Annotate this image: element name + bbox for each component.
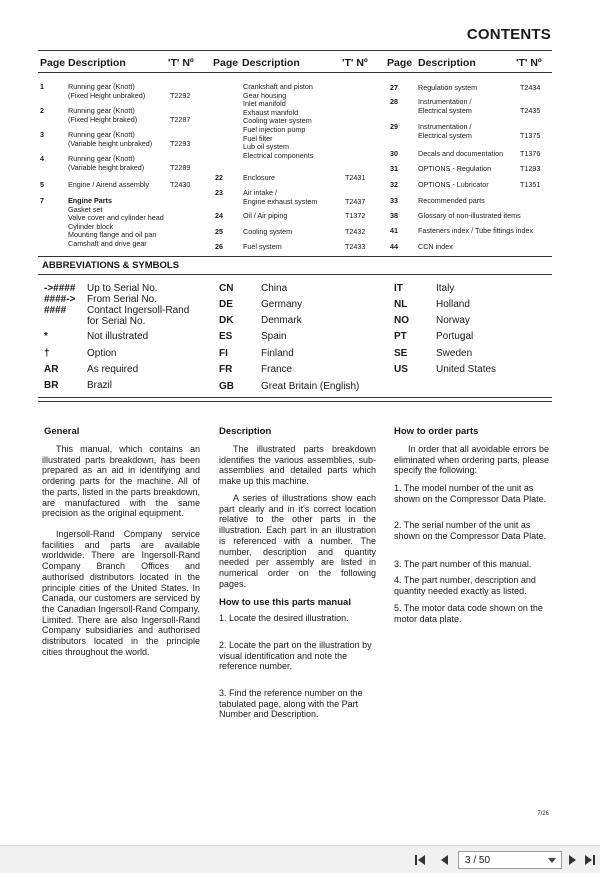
abbreviation-value: Norway [436, 315, 470, 326]
contents-t-number: T1351 [520, 180, 541, 189]
first-page-icon [414, 854, 426, 866]
contents-description-line: Cooling water system [243, 116, 312, 126]
contents-description-line: OPTIONS - Lubricator [418, 180, 489, 189]
description-paragraph-2: A series of illustrations show each part clearly and in it's correct location relative to the other parts in the illustration. Each part in an illustration is referenced with a number. The number, description and quantity needed per assembly are listed in numerical order on the following pages. [219, 493, 376, 589]
page-number: 7/26 [537, 811, 549, 817]
abbreviation-row [394, 348, 566, 360]
contents-entry [215, 212, 377, 221]
contents-t-number: T2293 [170, 138, 191, 148]
contents-entry [390, 243, 552, 252]
abbreviation-row [44, 348, 217, 360]
how-to-order-step-3: 3. The part number of this manual. [394, 559, 532, 569]
abbreviation-value: Italy [436, 283, 455, 294]
contents-description-line: Recommended parts [418, 196, 485, 205]
contents-entry [40, 197, 202, 249]
contents-description-line: Air intake / [243, 188, 277, 197]
contents-description-line: Crankshaft and piston [243, 82, 313, 91]
contents-entry [40, 107, 202, 124]
previous-page-icon [439, 854, 449, 866]
how-to-use-step-1: 1. Locate the desired illustration. [219, 613, 349, 623]
contents-description-line: Engine / Airend assembly [68, 180, 150, 189]
contents-description-line: Fuel system [243, 242, 282, 251]
contents-description-line: (Fixed Height unbraked) [68, 90, 146, 100]
contents-description-line: Exhaust manifold [243, 107, 299, 117]
abbreviations-bottom-rule-2 [38, 401, 552, 402]
how-to-order-step-5: 5. The motor data code shown on the motor data plate. [394, 603, 543, 624]
contents-t-number: T2433 [345, 242, 366, 251]
header-page-3: Page [387, 57, 413, 69]
header-description-3: Description [418, 57, 476, 69]
contents-page-number: 31 [390, 164, 398, 173]
contents-description-line: Regulation system [418, 83, 478, 92]
contents-description-line: (Variable height braked) [68, 162, 145, 172]
abbreviation-key: ->#### [44, 283, 76, 294]
top-rule [38, 50, 552, 51]
contents-t-number: T2292 [170, 90, 191, 100]
abbreviation-value: for Serial No. [87, 316, 146, 327]
contents-description-line: Decals and documentation [418, 149, 504, 158]
description-title: Description [219, 426, 272, 437]
contents-title: CONTENTS [466, 26, 551, 43]
contents-page-number: 5 [40, 180, 44, 189]
general-title: General [44, 426, 80, 437]
contents-t-number: T2435 [520, 105, 541, 115]
chevron-down-icon [548, 858, 556, 864]
how-to-order-intro: In order that all avoidable errors be eliminated when ordering parts, please specify the following: [394, 444, 549, 476]
abbreviation-value: Up to Serial No. [87, 283, 158, 294]
contents-page-number: 7 [40, 196, 44, 205]
abbreviation-row [219, 315, 391, 327]
viewer-toolbar [0, 845, 600, 873]
contents-page-number: 27 [390, 83, 398, 92]
abbreviation-key: IT [394, 283, 403, 294]
contents-entry [40, 181, 202, 190]
header-tno-2: 'T' Nº [342, 57, 368, 69]
contents-description-line: Running gear (Knott) [68, 154, 135, 163]
contents-page-number: 26 [215, 242, 223, 251]
contents-page-number: 32 [390, 180, 398, 189]
contents-page-number: 30 [390, 149, 398, 158]
header-tno-3: 'T' Nº [516, 57, 542, 69]
abbreviation-value: As required [87, 364, 139, 375]
last-page-button[interactable] [583, 852, 597, 868]
abbreviation-row [394, 331, 566, 343]
contents-entry [40, 131, 202, 148]
abbreviation-row [219, 283, 391, 295]
abbreviations-title: ABBREVIATIONS & SYMBOLS [42, 260, 180, 271]
contents-entry [215, 174, 377, 183]
abbreviation-key: US [394, 364, 408, 375]
abbreviation-key: DE [219, 299, 233, 310]
contents-entry [390, 197, 552, 206]
abbreviation-value: Not illustrated [87, 331, 149, 342]
header-page-2: Page [213, 57, 239, 69]
how-to-use-step-2: 2. Locate the part on the illustration by visual identification and note the reference number. [219, 640, 372, 672]
abbreviation-value: Sweden [436, 348, 473, 359]
contents-description-line: Fasteners index / Tube fittings index [418, 226, 534, 235]
contents-entry [40, 155, 202, 172]
page-selector[interactable] [458, 851, 562, 869]
contents-t-number: T1375 [520, 130, 541, 140]
contents-description-line: Inlet manifold [243, 99, 286, 109]
abbreviation-value: From Serial No. [87, 294, 158, 305]
description-paragraph-1: The illustrated parts breakdown identifies the various assemblies, sub-assemblies and detailed parts which make up this machine. [219, 444, 376, 487]
contents-description-line: Running gear (Knott) [68, 130, 135, 139]
general-paragraph-2: Ingersoll-Rand Company service facilities and parts are available worldwide. There are Ingersoll-Rand Company Branch Offices and authorised distributors located in the principle cities of the United States. In Canada, our customers are serviced by the Canadian Ingersoll-Rand Company, Limited. There are also Ingersoll-Rand Company subsidiaries and authorised distributors located in the principle cities throughout the world. [42, 529, 200, 657]
contents-page-number: 33 [390, 196, 398, 205]
contents-entry [390, 227, 552, 236]
abbreviation-row [219, 299, 391, 311]
contents-description-line: Instrumentation / [418, 97, 472, 106]
contents-page-number: 1 [40, 82, 44, 91]
contents-description-line: Gasket set [68, 204, 103, 214]
abbreviation-key: BR [44, 380, 59, 391]
abbreviation-value: Finland [261, 348, 294, 359]
contents-t-number: T1376 [520, 149, 541, 158]
general-paragraph-1: This manual, which contains an illustrated parts breakdown, has been prepared as an aid in identifying and ordering parts for the machine. All of the parts, listed in the parts breakdown, are manufactured with the same precision as the original equipment. [42, 444, 200, 519]
header-rule [38, 72, 552, 73]
contents-description-line: Glossary of non-illustrated items [418, 211, 521, 220]
contents-t-number: T2431 [345, 173, 366, 182]
contents-description-line: Enclosure [243, 173, 275, 182]
abbreviation-row [394, 299, 566, 311]
contents-page-number: 22 [215, 173, 223, 182]
abbreviation-value: Spain [261, 331, 287, 342]
contents-description-line: CCN index [418, 242, 453, 251]
contents-entry [390, 181, 552, 190]
contents-description-line: Instrumentation / [418, 122, 472, 131]
abbreviation-key: CN [219, 283, 234, 294]
contents-page-number: 41 [390, 226, 398, 235]
abbreviation-value: Contact Ingersoll-Rand [87, 305, 190, 316]
contents-t-number: T1293 [520, 164, 541, 173]
contents-t-number: T1372 [345, 211, 366, 220]
abbreviation-value: Option [87, 348, 117, 359]
abbreviation-row [219, 348, 391, 360]
contents-description-line: Cooling system [243, 227, 293, 236]
abbreviation-value: Germany [261, 299, 303, 310]
contents-description-line: Lub oil system [243, 142, 289, 152]
abbreviation-value: Brazil [87, 380, 113, 391]
contents-page-number: 24 [215, 211, 223, 220]
abbreviation-key: FI [219, 348, 228, 359]
abbreviation-key: † [44, 348, 50, 359]
abbreviation-value: Holland [436, 299, 470, 310]
next-page-icon [568, 854, 578, 866]
abbreviations-bottom-rule [38, 397, 552, 398]
abbreviation-value: Denmark [261, 315, 302, 326]
contents-description-line: Fuel injection pump [243, 124, 306, 134]
contents-entry [390, 150, 552, 159]
contents-t-number: T2287 [170, 114, 191, 124]
contents-description-line: Gear housing [243, 90, 287, 100]
how-to-order-step-2: 2. The serial number of the unit as shown on the Compressor Data Plate. [394, 520, 547, 541]
first-page-button[interactable] [413, 852, 427, 868]
how-to-use-step-3: 3. Find the reference number on the tabulated page, along with the Part Number and Description. [219, 688, 363, 720]
abbreviation-value: Great Britain (English) [261, 381, 360, 392]
contents-t-number: T2432 [345, 227, 366, 236]
abbreviation-key: * [44, 331, 48, 342]
abbreviation-key: DK [219, 315, 234, 326]
contents-t-number: T2437 [345, 196, 366, 206]
contents-t-number: T2430 [170, 180, 191, 189]
contents-page-number: 4 [40, 154, 44, 163]
abbreviation-row [394, 315, 566, 327]
abbreviation-key: NO [394, 315, 409, 326]
contents-description-line: Running gear (Knott) [68, 82, 135, 91]
contents-page-number: 29 [390, 122, 398, 131]
contents-t-number: T2434 [520, 83, 541, 92]
contents-entry [215, 243, 377, 252]
contents-entry [40, 83, 202, 100]
header-page-1: Page [40, 57, 66, 69]
abbreviation-row [219, 364, 391, 376]
contents-description-line: Engine Parts [68, 196, 112, 205]
abbreviation-row [44, 364, 217, 376]
contents-description-line: Electrical system [418, 130, 472, 140]
contents-page-number: 25 [215, 227, 223, 236]
contents-entry [390, 123, 552, 140]
contents-entry [390, 165, 552, 174]
abbreviation-key: NL [394, 299, 408, 310]
abbreviation-key: GB [219, 381, 234, 392]
contents-page-number: 28 [390, 97, 398, 106]
abbreviation-row [394, 283, 566, 295]
how-to-order-title: How to order parts [394, 426, 479, 437]
contents-description-line: Fuel filter [243, 133, 273, 143]
header-tno-1: 'T' Nº [168, 57, 194, 69]
contents-entry [215, 228, 377, 237]
abbreviation-value: Portugal [436, 331, 474, 342]
abbreviation-row [44, 316, 217, 328]
abbreviations-rule [38, 256, 552, 257]
contents-description-line: Engine exhaust system [243, 196, 318, 206]
contents-page-number: 38 [390, 211, 398, 220]
contents-description-line: OPTIONS - Regulation [418, 164, 492, 173]
abbreviation-key: ####-> [44, 294, 76, 305]
next-page-button[interactable] [566, 852, 580, 868]
contents-description-line: Cylinder block [68, 221, 114, 231]
abbreviation-key: AR [44, 364, 59, 375]
contents-page-number: 3 [40, 130, 44, 139]
contents-page-number: 44 [390, 242, 398, 251]
contents-description-line: Mounting flange and oil pan [68, 230, 157, 240]
abbreviation-value: United States [436, 364, 497, 375]
contents-entry [215, 189, 377, 206]
header-description-1: Description [68, 57, 126, 69]
contents-entry [390, 212, 552, 221]
abbreviation-value: China [261, 283, 288, 294]
page-indicator: 3 / 50 [465, 854, 491, 866]
how-to-order-step-1: 1. The model number of the unit as shown on the Compressor Data Plate. [394, 483, 547, 504]
abbreviation-row [219, 381, 391, 393]
contents-description-line: Camshaft and drive gear [68, 238, 147, 248]
abbreviation-row [44, 331, 217, 343]
previous-page-button[interactable] [437, 852, 451, 868]
abbreviation-value: France [261, 364, 293, 375]
contents-description-line: Oil / Air piping [243, 211, 288, 220]
contents-page-number: 2 [40, 106, 44, 115]
abbreviation-key: SE [394, 348, 408, 359]
how-to-order-step-4: 4. The part number, description and quantity needed exactly as listed. [394, 575, 536, 596]
contents-entry [390, 84, 552, 93]
contents-description-line: Electrical system [418, 105, 472, 115]
header-description-2: Description [242, 57, 300, 69]
abbreviation-row [394, 364, 566, 376]
abbreviation-key: FR [219, 364, 233, 375]
contents-description-line: Electrical components [243, 150, 314, 160]
contents-entry [215, 83, 377, 160]
contents-description-line: Valve cover and cylinder head [68, 213, 164, 223]
abbreviation-row [219, 331, 391, 343]
abbreviation-key: PT [394, 331, 407, 342]
contents-t-number: T2289 [170, 162, 191, 172]
contents-entry [390, 98, 552, 115]
contents-description-line: (Variable height unbraked) [68, 138, 153, 148]
contents-page-number: 23 [215, 188, 223, 197]
abbreviation-key: ES [219, 331, 233, 342]
last-page-icon [584, 854, 596, 866]
abbreviation-row [44, 380, 217, 392]
contents-description-line: (Fixed Height braked) [68, 114, 138, 124]
how-to-use-title: How to use this parts manual [219, 597, 351, 608]
abbreviation-key: #### [44, 305, 67, 316]
contents-description-line: Running gear (Knott) [68, 106, 135, 115]
abbreviations-title-rule [38, 274, 552, 275]
